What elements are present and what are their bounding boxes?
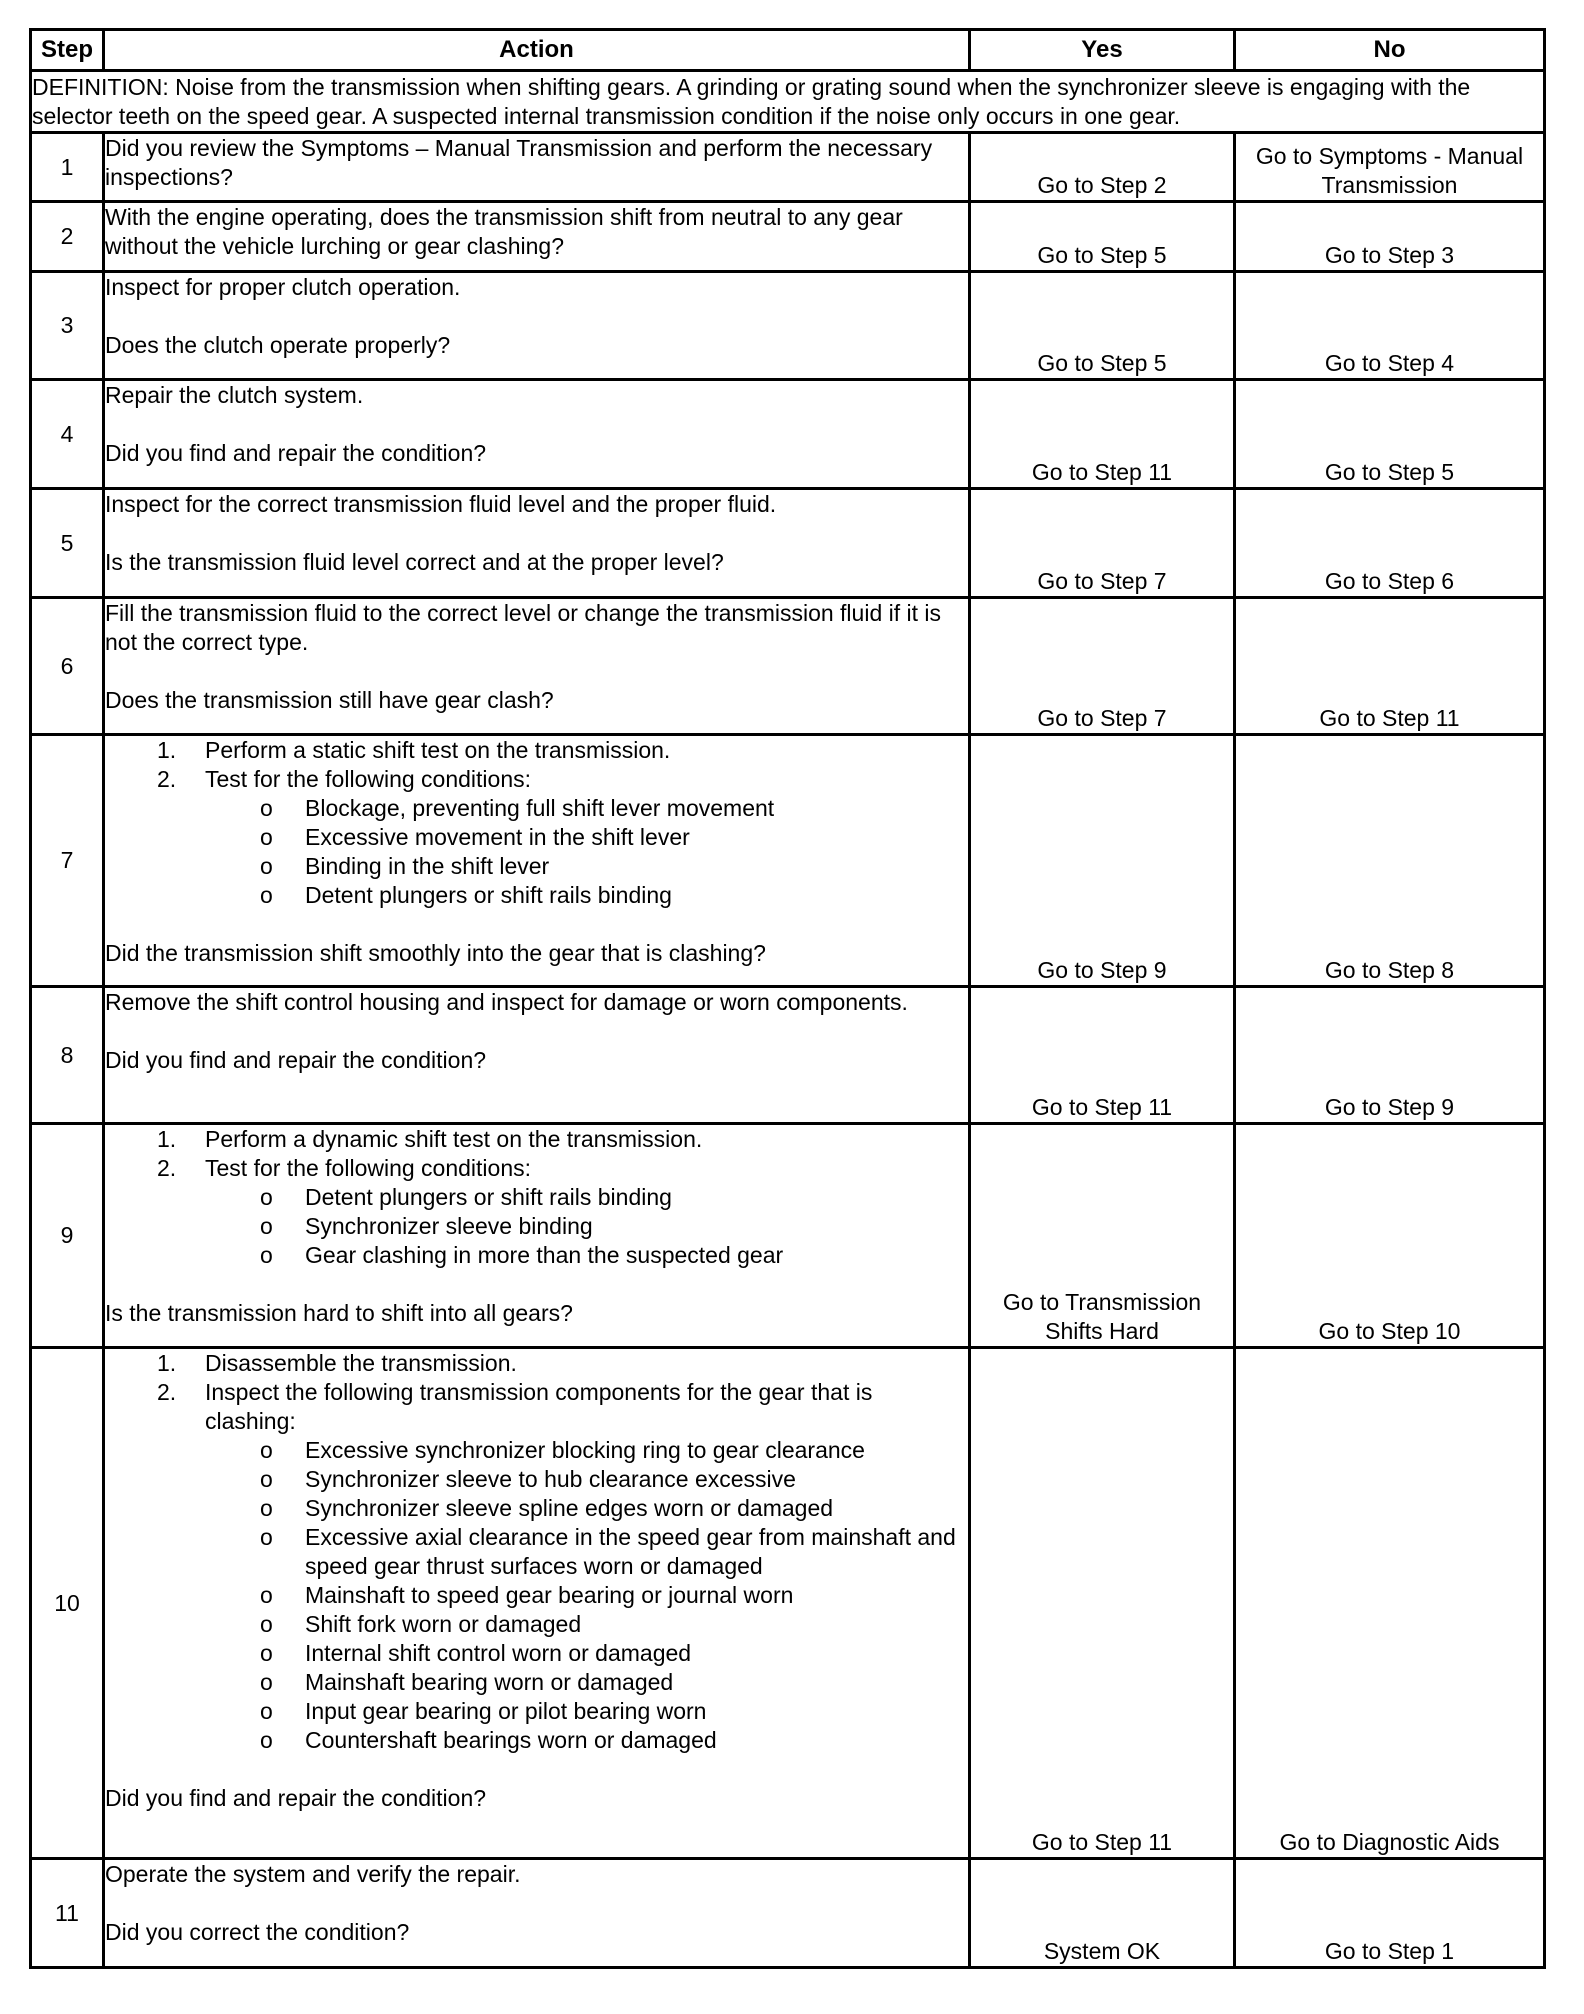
list-item: 2. Test for the following conditions: bbox=[157, 1155, 532, 1181]
no-result: Go to Diagnostic Aids bbox=[1235, 1348, 1545, 1859]
step-instruction: Inspect for the correct transmission fluid level and the proper fluid. bbox=[105, 491, 777, 517]
list-item: 2. Test for the following conditions: bbox=[157, 766, 532, 792]
yes-result: Go to Step 2 bbox=[970, 133, 1235, 202]
step-action bbox=[104, 1859, 970, 1968]
no-result: Go to Step 11 bbox=[1235, 598, 1545, 735]
step-question: Does the transmission still have gear clash? bbox=[105, 687, 554, 713]
step-row-6 bbox=[31, 598, 1545, 735]
numbered-list bbox=[105, 1349, 968, 1436]
step-action bbox=[104, 272, 970, 380]
header-row bbox=[31, 30, 1545, 71]
list-item: o Excessive synchronizer blocking ring to gear clearance bbox=[260, 1437, 865, 1463]
step-question: Did you find and repair the condition? bbox=[105, 1047, 487, 1073]
step-action bbox=[104, 598, 970, 735]
step-action bbox=[104, 380, 970, 489]
condition-list bbox=[105, 794, 968, 910]
list-item: o Gear clashing in more than the suspected gear bbox=[260, 1242, 784, 1268]
list-item: o Mainshaft bearing worn or damaged bbox=[260, 1669, 674, 1695]
step-row-9 bbox=[31, 1124, 1545, 1348]
no-result: Go to Step 9 bbox=[1235, 987, 1545, 1124]
list-item: o Blockage, preventing full shift lever movement bbox=[260, 795, 775, 821]
numbered-list bbox=[105, 1125, 968, 1183]
yes-result: System OK bbox=[970, 1859, 1235, 1968]
yes-result: Go to Step 11 bbox=[970, 380, 1235, 489]
step-action bbox=[104, 1348, 970, 1859]
list-item: o Excessive axial clearance in the speed gear from mainshaft and speed gear thrust surfaces worn or damaged bbox=[260, 1524, 956, 1579]
list-item: o Binding in the shift lever bbox=[260, 853, 550, 879]
list-item: o Input gear bearing or pilot bearing worn bbox=[260, 1698, 707, 1724]
step-row-1 bbox=[31, 133, 1545, 202]
no-result: Go to Step 6 bbox=[1235, 489, 1545, 598]
step-instruction: Inspect for proper clutch operation. bbox=[105, 274, 461, 300]
condition-list bbox=[105, 1436, 968, 1755]
step-action bbox=[104, 489, 970, 598]
numbered-list bbox=[105, 736, 968, 794]
step-question: Is the transmission hard to shift into all gears? bbox=[105, 1300, 573, 1326]
list-item: o Synchronizer sleeve spline edges worn or damaged bbox=[260, 1495, 834, 1521]
step-number: 4 bbox=[31, 380, 104, 489]
step-number: 7 bbox=[31, 735, 104, 987]
step-question: Is the transmission fluid level correct and at the proper level? bbox=[105, 549, 724, 575]
step-action bbox=[104, 133, 970, 202]
yes-result: Go to Step 5 bbox=[970, 272, 1235, 380]
yes-result: Go to Step 9 bbox=[970, 735, 1235, 987]
step-number: 9 bbox=[31, 1124, 104, 1348]
diagnostic-table bbox=[29, 28, 1546, 1969]
list-item: 1. Disassemble the transmission. bbox=[157, 1350, 517, 1376]
no-result: Go to Step 1 bbox=[1235, 1859, 1545, 1968]
list-item: o Shift fork worn or damaged bbox=[260, 1611, 582, 1637]
list-item: o Detent plungers or shift rails binding bbox=[260, 882, 672, 908]
step-number: 11 bbox=[31, 1859, 104, 1968]
no-result: Go to Symptoms - Manual Transmission bbox=[1235, 133, 1545, 202]
step-question: Did you correct the condition? bbox=[105, 1919, 410, 1945]
step-action bbox=[104, 202, 970, 272]
step-number: 8 bbox=[31, 987, 104, 1124]
yes-result: Go to Step 11 bbox=[970, 987, 1235, 1124]
step-instruction: Operate the system and verify the repair. bbox=[105, 1861, 521, 1887]
list-item: 1. Perform a dynamic shift test on the transmission. bbox=[157, 1126, 703, 1152]
definition-row bbox=[31, 71, 1545, 133]
step-number: 5 bbox=[31, 489, 104, 598]
step-instruction: Remove the shift control housing and inspect for damage or worn components. bbox=[105, 989, 908, 1015]
no-result: Go to Step 8 bbox=[1235, 735, 1545, 987]
header-step: Step bbox=[31, 30, 104, 71]
header-no: No bbox=[1235, 30, 1545, 71]
definition-text: DEFINITION: Noise from the transmission when shifting gears. A grinding or grating sound when the synchronizer sleeve is engaging with the selector teeth on the speed gear. A suspected internal transmission condition if the noise only occurs in one gear. bbox=[31, 71, 1545, 133]
step-row-8 bbox=[31, 987, 1545, 1124]
yes-result: Go to Transmission Shifts Hard bbox=[970, 1124, 1235, 1348]
no-result: Go to Step 5 bbox=[1235, 380, 1545, 489]
list-item: 1. Perform a static shift test on the transmission. bbox=[157, 737, 671, 763]
step-action bbox=[104, 987, 970, 1124]
yes-result: Go to Step 11 bbox=[970, 1348, 1235, 1859]
step-row-11 bbox=[31, 1859, 1545, 1968]
step-instruction: Fill the transmission fluid to the correct level or change the transmission fluid if it is not the correct type. bbox=[105, 600, 942, 655]
step-question: Did the transmission shift smoothly into the gear that is clashing? bbox=[105, 940, 766, 966]
step-number: 10 bbox=[31, 1348, 104, 1859]
step-row-7 bbox=[31, 735, 1545, 987]
yes-result: Go to Step 7 bbox=[970, 489, 1235, 598]
list-item: o Mainshaft to speed gear bearing or journal worn bbox=[260, 1582, 794, 1608]
step-action bbox=[104, 1124, 970, 1348]
step-row-3 bbox=[31, 272, 1545, 380]
step-row-10 bbox=[31, 1348, 1545, 1859]
list-item: o Countershaft bearings worn or damaged bbox=[260, 1727, 717, 1753]
step-question: Did you find and repair the condition? bbox=[105, 440, 487, 466]
step-question: Does the clutch operate properly? bbox=[105, 332, 451, 358]
step-number: 6 bbox=[31, 598, 104, 735]
step-question: With the engine operating, does the transmission shift from neutral to any gear without the vehicle lurching or gear clashing? bbox=[105, 204, 903, 259]
header-action: Action bbox=[104, 30, 970, 71]
step-question: Did you review the Symptoms – Manual Transmission and perform the necessary inspections? bbox=[105, 135, 933, 190]
no-result: Go to Step 3 bbox=[1235, 202, 1545, 272]
step-number: 2 bbox=[31, 202, 104, 272]
step-instruction: Repair the clutch system. bbox=[105, 382, 364, 408]
step-number: 3 bbox=[31, 272, 104, 380]
list-item: o Internal shift control worn or damaged bbox=[260, 1640, 692, 1666]
list-item: o Synchronizer sleeve binding bbox=[260, 1213, 593, 1239]
step-row-4 bbox=[31, 380, 1545, 489]
yes-result: Go to Step 5 bbox=[970, 202, 1235, 272]
header-yes: Yes bbox=[970, 30, 1235, 71]
condition-list bbox=[105, 1183, 968, 1270]
no-result: Go to Step 4 bbox=[1235, 272, 1545, 380]
step-question: Did you find and repair the condition? bbox=[105, 1785, 487, 1811]
list-item: o Detent plungers or shift rails binding bbox=[260, 1184, 672, 1210]
yes-result: Go to Step 7 bbox=[970, 598, 1235, 735]
step-number: 1 bbox=[31, 133, 104, 202]
no-result: Go to Step 10 bbox=[1235, 1124, 1545, 1348]
list-item: o Excessive movement in the shift lever bbox=[260, 824, 690, 850]
step-action bbox=[104, 735, 970, 987]
list-item: 2. Inspect the following transmission components for the gear that is clashing: bbox=[157, 1379, 873, 1434]
step-row-5 bbox=[31, 489, 1545, 598]
step-row-2 bbox=[31, 202, 1545, 272]
list-item: o Synchronizer sleeve to hub clearance excessive bbox=[260, 1466, 796, 1492]
